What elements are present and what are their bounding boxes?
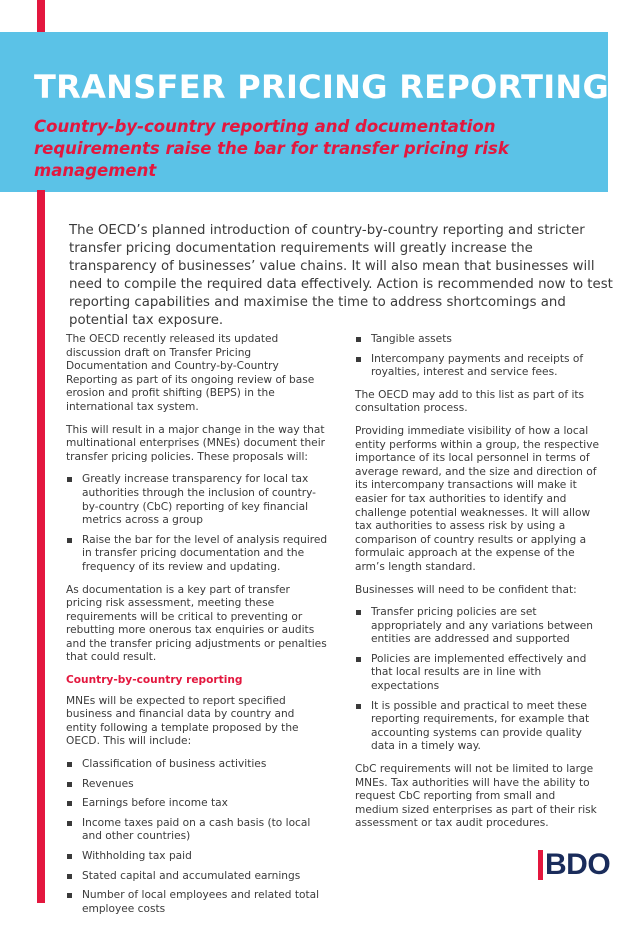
page-subtitle: Country-by-country reporting and documentation requirements raise the bar for transfer pricing risk management [34,117,509,180]
list-item [66,473,328,527]
paragraph: Providing immediate visibility of how a local entity performs within a group, the respective importance of its local personnel in terms of average reward, and the size and direction of its intercompany transactions will make it easier for tax authorities to identify and challenge potential weaknesses. It will allow tax authorities to assess risk by using a comparison of country results or applying a formulaic approach at the expense of the arm’s length standard. [355,424,600,573]
bullet-icon [356,357,361,362]
paragraph: As documentation is a key part of transfer pricing risk assessment, meeting these requirements will be critical to preventing or rebutting more onerous tax enquiries or audits and the transfer pricing adjustments or penalties that could result. [66,583,327,664]
right-column [355,333,601,840]
list-item-text: Intercompany payments and receipts of royalties, interest and service fees. [371,352,584,379]
paragraph: The OECD may add to this list as part of its consultation process. [355,388,585,415]
list-item [66,758,328,772]
paragraph: MNEs will be expected to report specified business and financial data by country and entity following a template proposed by the OECD. This will include: [66,694,299,748]
paragraph: The OECD recently released its updated discussion draft on Transfer Pricing Documentation and Country-by-Country Reporting as part of its ongoing review of base erosion and profit shifting (BEPS) in the international tax system. [66,333,315,413]
list-item-text: Number of local employees and related total employee costs [82,889,320,915]
list-item [355,653,601,694]
bullet-icon [67,762,72,767]
list-item-text: Tangible assets [371,333,452,345]
bullet-icon [67,854,72,859]
paragraph: Businesses will need to be confident that: [355,583,577,596]
list-item [66,870,328,884]
list-item-text: Classification of business activities [82,758,267,771]
bullet-icon [67,874,72,879]
list-item [66,778,328,792]
bullet-list [66,758,328,916]
list-item-text: Raise the bar for the level of analysis required in transfer pricing documentation and the frequency of its review and updating. [82,533,328,573]
list-item-text: Revenues [82,777,134,790]
logo-bracket-icon [538,850,543,880]
bdo-logo [538,848,622,882]
bullet-icon [356,337,361,342]
bullet-icon [67,782,72,787]
list-item [66,797,328,811]
list-item-text: Greatly increase transparency for local tax authorities through the inclusion of country-by-country (CbC) reporting of key financial metrics across a group [82,473,316,527]
red-accent-bar [37,190,45,903]
list-item [66,850,328,864]
bullet-icon [67,477,72,482]
paragraph: CbC requirements will not be limited to large MNEs. Tax authorities will have the ability to request CbC reporting from small and medium sized enterprises as part of their risk assessment or tax audit procedures. [355,763,597,830]
red-accent-bar-top [37,0,45,34]
bullet-list [355,606,601,754]
logo-text: BDO [545,848,611,881]
bullet-list [66,473,328,574]
list-item [66,817,328,844]
list-item-text: Stated capital and accumulated earnings [82,869,301,882]
paragraph: This will result in a major change in the way that multinational enterprises (MNEs) document their transfer pricing policies. These proposals will: [66,423,325,463]
list-item [355,700,601,754]
bullet-icon [356,657,361,662]
section-heading: Country-by-country reporting [66,674,243,687]
list-item [355,353,601,380]
bullet-icon [356,704,361,709]
bullet-icon [67,801,72,806]
list-item [355,606,601,647]
list-item-text: Policies are implemented effectively and that local results are in line with expectations [371,652,587,693]
list-item-text: It is possible and practical to meet these reporting requirements, for example that accounting systems can provide quality data in a timely way. [371,699,590,753]
list-item-text: Withholding tax paid [82,850,192,862]
bullet-icon [67,893,72,898]
intro-paragraph: The OECD’s planned introduction of country-by-country reporting and stricter transfer pricing documentation requirements will greatly increase the transparency of businesses’ value chains. It will also mean that businesses will need to compile the required data effectively. Action is recommended now to test reporting capabilities and maximise the time to address shortcomings and potential tax exposure. [69,223,613,328]
list-item-text: Earnings before income tax [82,797,228,810]
left-column [66,333,328,925]
page-title: TRANSFER PRICING REPORTING [34,68,610,106]
list-item [355,333,601,347]
list-item-text: Income taxes paid on a cash basis (to local and other countries) [82,816,311,843]
list-item [66,534,328,575]
bullet-icon [67,538,72,543]
bullet-icon [67,821,72,826]
bullet-list [355,333,601,380]
bullet-icon [356,610,361,615]
list-item-text: Transfer pricing policies are set appropriately and any variations between entities are addressed and supported [371,606,593,646]
